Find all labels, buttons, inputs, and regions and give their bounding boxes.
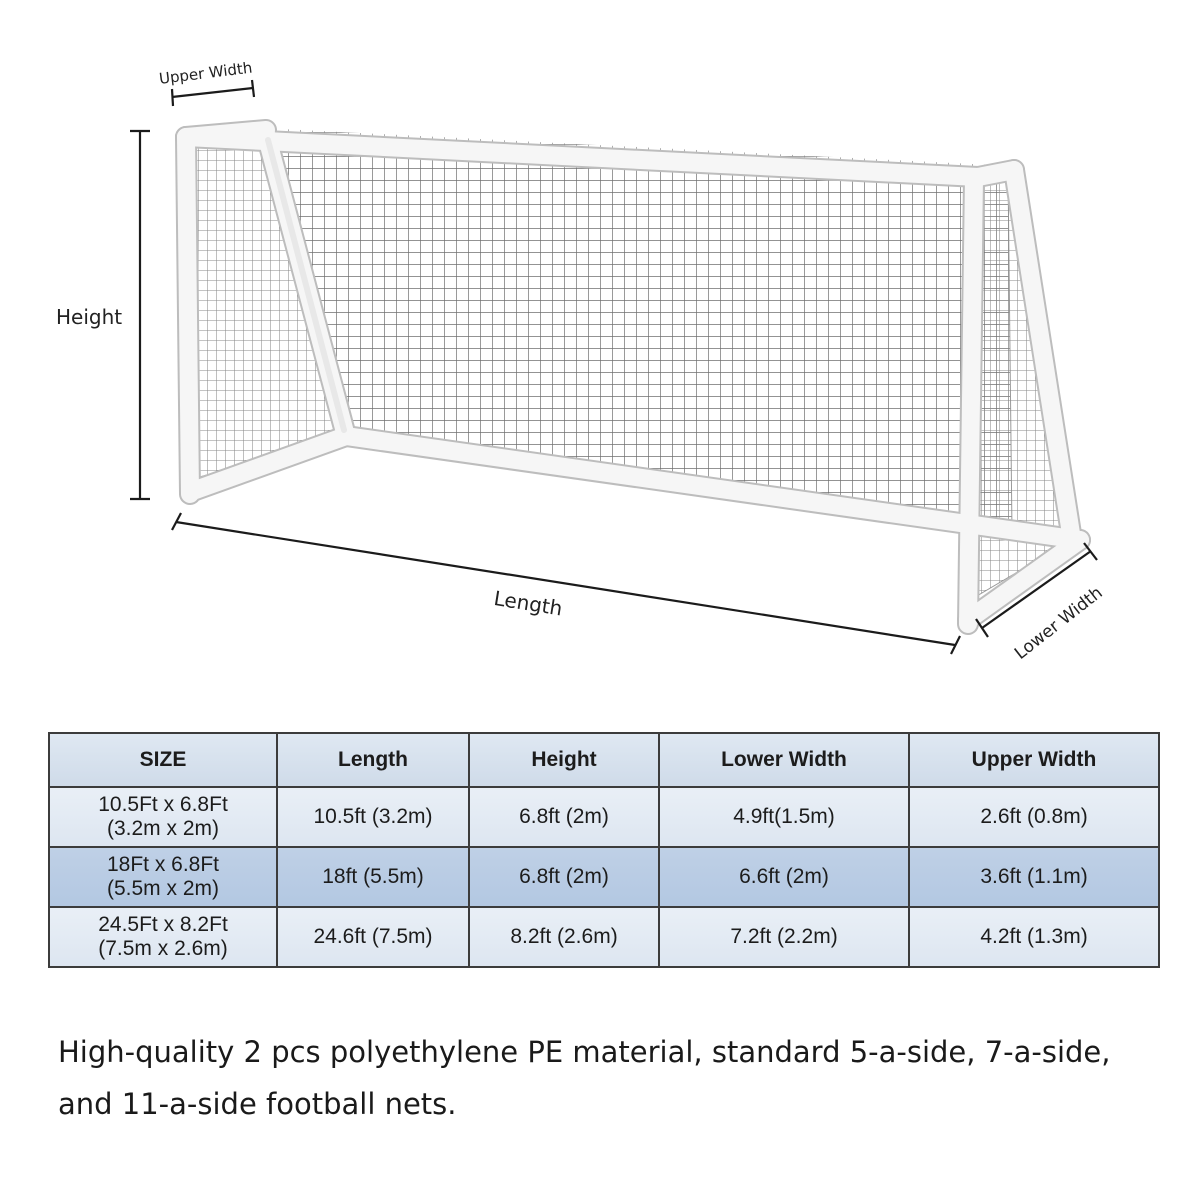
header-height: Height <box>469 733 659 787</box>
table-row <box>49 787 1159 847</box>
upper-width-cell: 3.6ft (1.1m) <box>909 847 1159 907</box>
header-size: SIZE <box>49 733 277 787</box>
length-cell: 10.5ft (3.2m) <box>277 787 469 847</box>
length-label: Length <box>492 586 565 621</box>
size-imperial: 24.5Ft x 8.2Ft <box>98 913 228 936</box>
height-cell: 6.8ft (2m) <box>469 787 659 847</box>
size-cell <box>49 787 277 847</box>
header-upper-width: Upper Width <box>909 733 1159 787</box>
size-imperial: 10.5Ft x 6.8Ft <box>98 793 228 816</box>
upper-width-cell: 2.6ft (0.8m) <box>909 787 1159 847</box>
lower-width-label: Lower Width <box>1011 582 1107 664</box>
product-description: High-quality 2 pcs polyethylene PE material, standard 5-a-side, 7-a-side, and 11-a-side football nets. <box>58 1035 1111 1121</box>
size-spec-table <box>48 732 1160 968</box>
upper-width-cell: 4.2ft (1.3m) <box>909 907 1159 967</box>
size-imperial: 18Ft x 6.8Ft <box>106 853 220 876</box>
upper-width-label: Upper Width <box>158 58 254 88</box>
lower-width-cell: 4.9ft(1.5m) <box>659 787 909 847</box>
length-cell: 24.6ft (7.5m) <box>277 907 469 967</box>
length-cell: 18ft (5.5m) <box>277 847 469 907</box>
table-row <box>49 907 1159 967</box>
height-cell: 8.2ft (2.6m) <box>469 907 659 967</box>
table-row <box>49 847 1159 907</box>
size-metric: (5.5m x 2m) <box>106 877 219 900</box>
height-label: Height <box>56 305 123 329</box>
size-metric: (7.5m x 2.6m) <box>98 937 228 960</box>
lower-width-cell: 6.6ft (2m) <box>659 847 909 907</box>
header-lower-width: Lower Width <box>659 733 909 787</box>
height-cell: 6.8ft (2m) <box>469 847 659 907</box>
header-length: Length <box>277 733 469 787</box>
table-header-row <box>49 733 1159 787</box>
size-metric: (3.2m x 2m) <box>106 817 219 840</box>
lower-width-cell: 7.2ft (2.2m) <box>659 907 909 967</box>
size-cell <box>49 907 277 967</box>
size-cell <box>49 847 277 907</box>
